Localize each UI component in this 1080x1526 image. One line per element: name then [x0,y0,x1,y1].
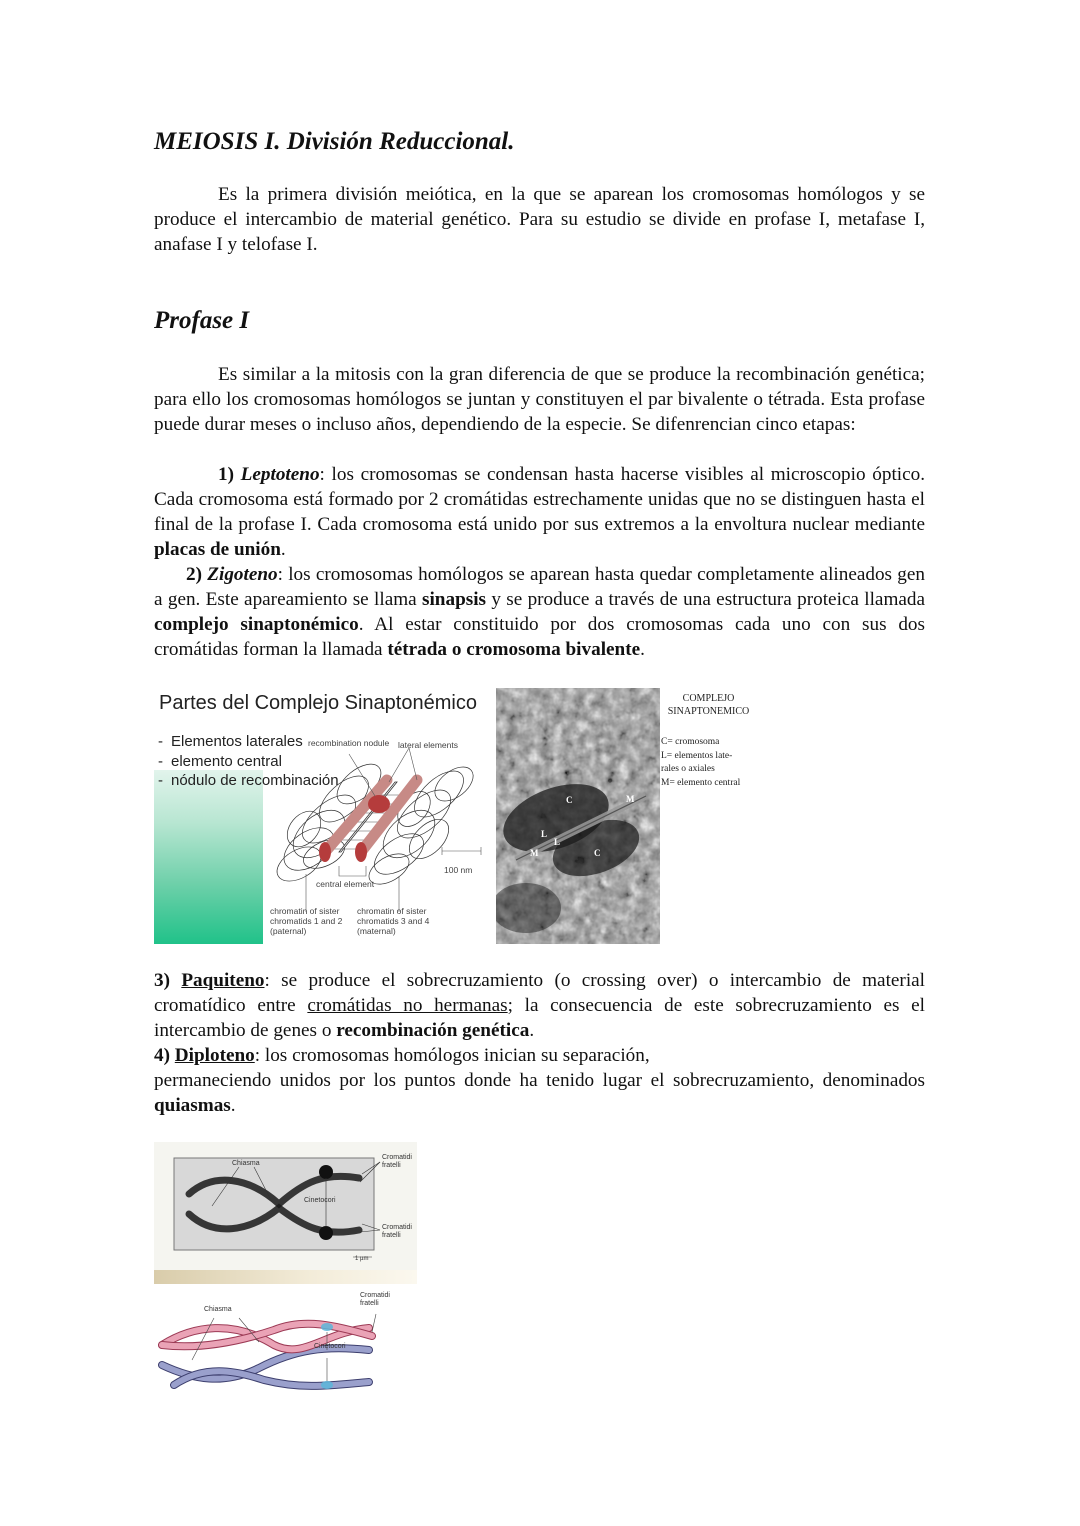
section-title-profase: Profase I [154,307,250,334]
intro-paragraph: Es la primera división meiótica, en la que se aparean los cromosomas homólogos y se produce el intercambio de material genético. Para su estudio se divide en profase I, metafase I, anafase I y telofase I. [154,184,925,255]
chiasma-drawing-image [154,1270,417,1395]
chiasma-photo-image [154,1142,417,1270]
green-gradient-panel [154,770,263,944]
label-cinetocori: Cinetocori [304,1197,336,1204]
stage-number: 4) [154,1045,170,1066]
stage-name: Paquiteno [181,970,265,991]
kinetochore [321,1323,333,1331]
underlined-term: cromátidas no hermanas [307,995,508,1016]
mark-m: M [626,794,635,804]
micrograph-caption [661,692,756,790]
key-term: quiasmas [154,1095,231,1116]
stage-diploteno-continued: permaneciendo unidos por los puntos donde ha tenido lugar el sobrecruzamiento, denominados quiasmas. [154,1070,925,1116]
stage-name: Diploteno [174,1045,255,1066]
label-chiasma: Chiasma [204,1306,232,1313]
lateral-element-end [319,842,331,862]
kinetochore [319,1165,333,1179]
stage-number: 1) [218,464,234,485]
stage-paquiteno: 3) Paquiteno: se produce el sobrecruzamiento (o crossing over) o intercambio de material cromatídico entre cromátidas no hermanas; la consecuencia de este sobrecruzamiento es el intercambio de genes o recombinación genética. [154,970,926,1041]
lateral-element [325,780,387,852]
label-lateral-elements: lateral elements [398,740,459,750]
label-central-element: central element [316,879,375,889]
mark-l: L [554,837,561,847]
stage-number: 2) [186,564,202,585]
stage-diploteno: 4) Diploteno: los cromosomas homólogos inician su separación, [154,1045,650,1066]
electron-micrograph [496,688,660,944]
micrograph-legend [661,736,756,790]
profase-intro-paragraph: Es similar a la mitosis con la gran diferencia de que se produce la recombinación genética; para ello los cromosomas homólogos se juntan y constituyen el par bivalente o tétrada. Esta profase puede durar meses o incluso años, dependiendo de la especie. Se difenrencian cinco etapas: [154,364,925,435]
key-term: tétrada o cromosoma bivalente [387,639,641,660]
figure-title: Partes del Complejo Sinaptonémico [159,692,477,714]
legend-item: M= elemento central [661,777,741,788]
stages-3-4 [154,968,925,1118]
chiasma-photo [154,1142,417,1270]
label-chromatin-paternal: chromatin of sister chromatids 1 and 2 (paternal) [270,906,343,936]
label-cromatidi-fratelli: Cromatidi fratelli [360,1292,390,1307]
parts-list-item: - Elementos laterales [158,733,303,750]
kinetochore [321,1381,333,1389]
parts-list-item: - elemento central [158,752,282,770]
key-term: placas de unión [154,539,281,560]
legend-item: L= elementos late- [661,750,733,761]
label-cinetocori: Cinetocori [314,1343,346,1350]
chiasma-drawing [154,1270,417,1395]
recombination-nodule [368,795,390,813]
legend-item: C= cromosoma [661,737,720,747]
legend-item: rales o axiales [661,764,715,774]
synaptonemal-complex-figure [154,688,496,944]
mark-c: C [566,795,573,805]
key-term: complejo sinaptonémico [154,614,359,635]
label-cromatidi-fratelli: Cromatidi fratelli [382,1224,412,1239]
parts-list-item: - nódulo de recombinación [158,772,339,789]
mark-l: L [541,829,548,839]
label-cromatidi-fratelli: Cromatidi fratelli [382,1154,412,1169]
lateral-element-end [355,842,367,862]
kinetochore [319,1226,333,1240]
stage-name: Zigoteno [207,564,278,585]
label-recombination-nodule: recombination nodule [308,738,390,748]
label-scale: 100 nm [444,865,473,875]
stage-leptoteno: 1) Leptoteno: los cromosomas se condensan hasta hacerse visibles al microscopio óptico. Cada cromosoma está formado por 2 cromátidas estrechamente unidas que no se distinguen hasta el final de la profase I. Cada cromosoma está unido por sus extremos a la envoltura nuclear mediante placas de unión. [154,464,926,560]
stage-zigoteno: 2) Zigoteno: los cromosomas homólogos se aparean hasta quedar completamente alineados gen a gen. Este apareamiento se llama sinapsis y se produce a través de una estructura proteica llamada complejo sinaptonémico. Al estar constituido por dos cromosomas cada uno con sus dos cromátidas forman la llamada tétrada o cromosoma bivalente. [154,564,926,660]
mark-c: C [594,848,601,858]
label-chromatin-maternal: chromatin of sister chromatids 3 and 4 (maternal) [357,906,430,936]
label-scale: 1 µm [355,1256,369,1262]
stage-name: Leptoteno [240,464,320,485]
page-title: MEIOSIS I. División Reduccional. [154,128,515,155]
stage-number: 3) [154,970,170,991]
mark-m: M [530,848,539,858]
micrograph-title: COMPLEJO SINAPTONEMICO [667,693,750,717]
key-term: sinapsis [422,589,486,610]
key-term: recombinación genética [336,1020,530,1041]
label-chiasma: Chiasma [232,1160,260,1167]
chromatids [162,1324,372,1386]
micrograph-image [496,688,660,944]
